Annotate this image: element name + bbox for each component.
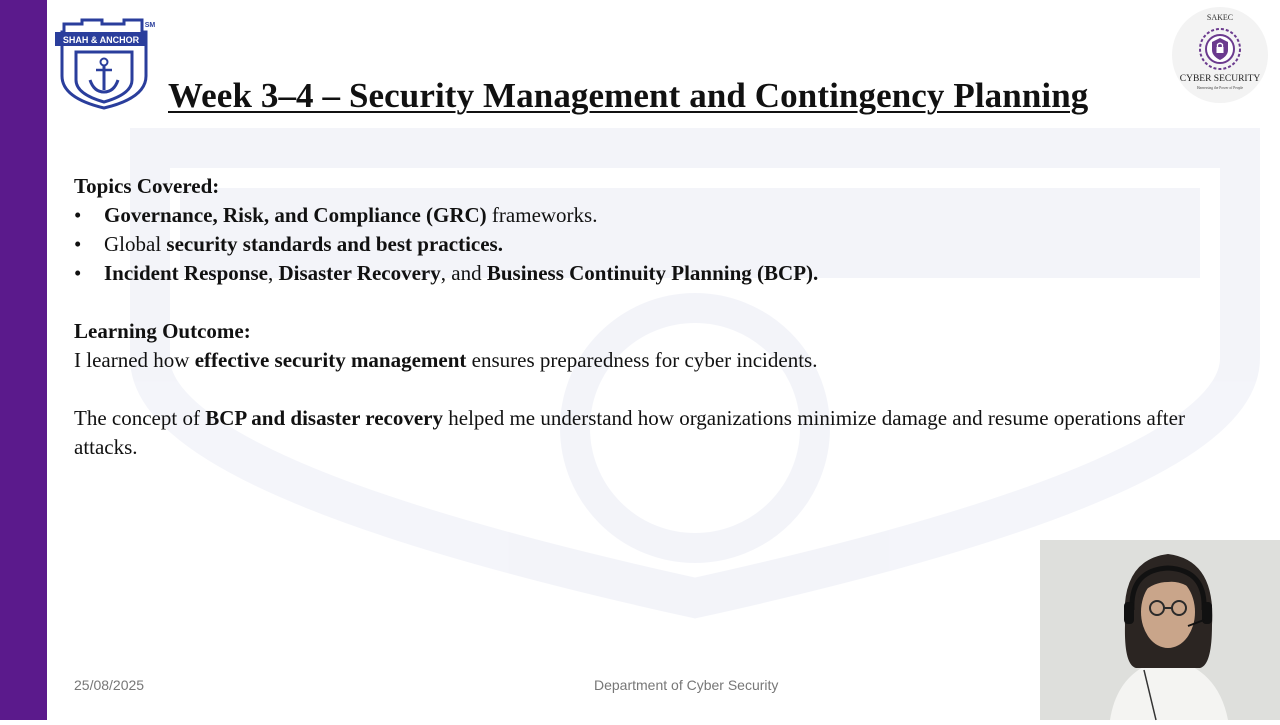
outcome-2-bold: BCP and disaster recovery — [205, 406, 443, 430]
presenter-webcam — [1040, 540, 1280, 720]
outcome-1-text-b: ensures preparedness for cyber incidents. — [466, 348, 818, 372]
logo-left-text: SHAH & ANCHOR — [62, 35, 140, 45]
topic-1-text: frameworks. — [486, 203, 598, 227]
topics-list — [74, 201, 1214, 288]
list-item — [74, 230, 1214, 259]
outcome-heading: Learning Outcome: — [74, 319, 251, 343]
outcome-1-text-a: I learned how — [74, 348, 195, 372]
presenter-video-icon — [1040, 540, 1280, 720]
topic-3-bold-1: Incident Response — [104, 261, 268, 285]
topic-3-bold-2: Disaster Recovery — [278, 261, 441, 285]
list-item — [74, 259, 1214, 288]
outcome-2-text-a: The concept of — [74, 406, 206, 430]
topic-3-bold-3: Business Continuity Planning (BCP). — [486, 261, 819, 285]
outcome-1-bold: effective security management — [194, 348, 467, 372]
footer-date: 25/08/2025 — [74, 677, 145, 693]
badge-tagline: Harnessing the Power of People — [1196, 86, 1244, 90]
topics-heading: Topics Covered: — [74, 174, 220, 198]
outcome-2-text-b: helped me understand how organizations minimize damage and resume operations after attacks. — [74, 406, 1185, 459]
footer-department: Department of Cyber Security — [594, 677, 779, 693]
topic-1-bold: Governance, Risk, and Compliance (GRC) — [104, 203, 487, 227]
shah-anchor-logo — [54, 18, 154, 110]
cyber-security-badge — [1170, 6, 1270, 104]
list-item — [74, 201, 1214, 230]
logo-left-sm: SM — [144, 22, 156, 29]
badge-sakec-text: SAKEC — [1206, 13, 1234, 22]
slide-title: Week 3–4 – Security Management and Contingency Planning — [168, 76, 1089, 115]
outcome-paragraph-2 — [74, 404, 1214, 462]
topic-2-bold: security standards and best practices. — [166, 232, 503, 256]
left-accent-bar — [0, 0, 47, 720]
outcome-paragraph-1 — [74, 346, 1214, 375]
topic-3-text-1: , — [267, 261, 279, 285]
topic-3-text-2: , and — [440, 261, 487, 285]
badge-cyber-text: CYBER SECURITY — [1179, 74, 1261, 84]
topic-2-text: Global — [104, 232, 167, 256]
slide-content — [74, 172, 1214, 462]
